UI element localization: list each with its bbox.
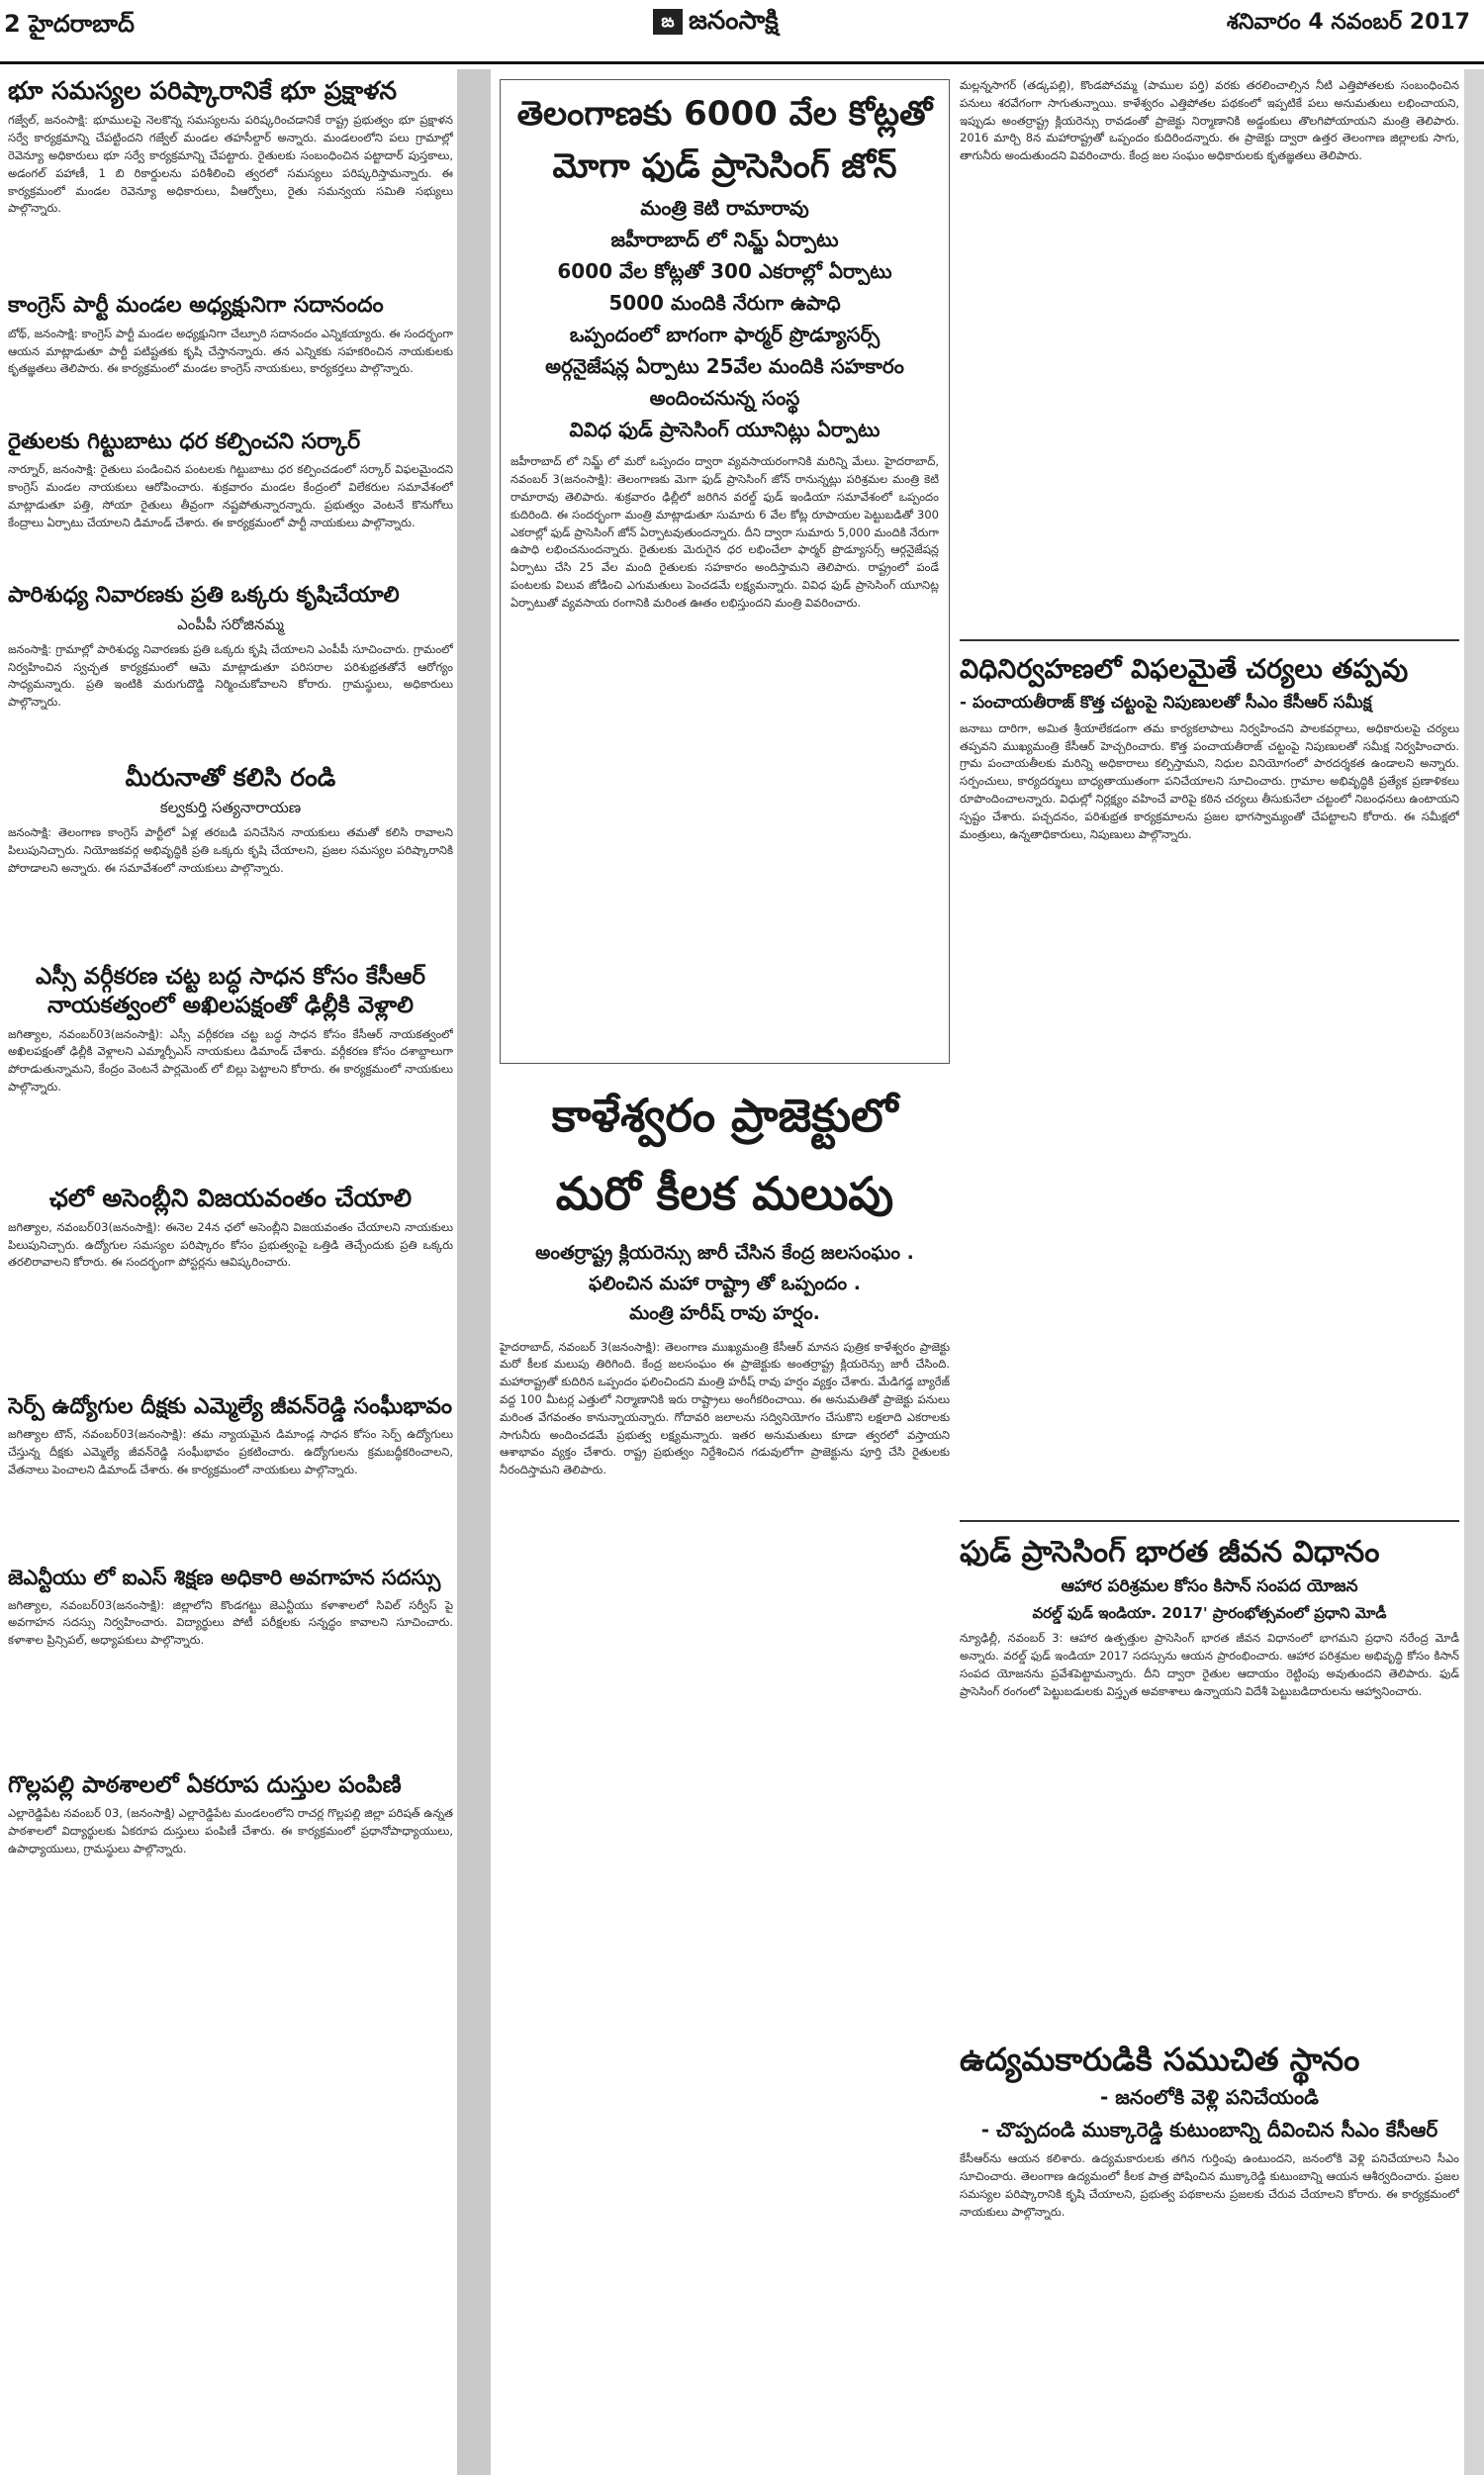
feature-headline: మరో కీలక మలుపు: [555, 1167, 894, 1221]
news-story: [8, 756, 453, 949]
lead-headline: మోగా ఫుడ్ ప్రాసెసింగ్ జోన్: [552, 145, 897, 186]
story-byline: - చొప్పదండి ముక్కారెడ్డి కుటుంబాన్ని దీవించిన సీఎం కేసీఆర్: [980, 2118, 1438, 2142]
story-headline: మీరునాతో కలిసి రండి: [125, 762, 336, 792]
lead-subline: జహీరాబాద్ లో నిమ్జ్ ఏర్పాటు: [610, 228, 839, 252]
story-byline: కల్వకుర్తి సత్యనారాయణ: [159, 799, 302, 816]
header-divider: [0, 61, 1484, 64]
story-headline: సెర్ప్ ఉద్యోగుల దీక్షకు ఎమ్మెల్యే జీవన్‌రెడ్డి సంఘీభావం: [8, 1393, 453, 1419]
section-divider: [960, 639, 1459, 641]
lead-subline: అందించనున్న సంస్థ: [649, 386, 800, 411]
story-body: జగిత్యాల, నవంబర్03(జనంసాక్షి): ఈనెల 24న ఛలో అసెంబ్లీని విజయవంతం చేయాలని నాయకులు పిలుపునిచ్చారు. ఉద్యోగుల సమస్యల పరిష్కారం కోసం ప్రభుత్వంపై ఒత్తిడి తెచ్చేందుకు ప్రతి ఒక్కరు తరలిరావాలని కోరారు. ఈ సందర్భంగా పోస్టర్లను ఆవిష్కరించారు.: [8, 1219, 453, 1270]
story-body: జనాబు దారిగా, అమిత శ్రీయాలేకడంగా తమ కార్యకలాపాలు నిర్వహించని పాలకవర్గాలు, అధికారులపై చర్యలు తప్పవని ముఖ్యమంత్రి కేసీఆర్ హెచ్చరించారు. కొత్త పంచాయతీరాజ్ చట్టంపై నిపుణులతో సమీక్ష నిర్వహించారు. గ్రామ పంచాయతీలకు మరిన్ని అధికారాలు కల్పిస్తామని, నిధుల వినియోగంలో పారదర్శకత ఉండాలని అన్నారు. సర్పంచులు, కార్యదర్శులు బాధ్యతాయుతంగా పనిచేయాలని సూచించారు. గ్రామాల అభివృద్ధికి ప్రత్యేక ప్రణాళికలు రూపొందించాలన్నారు. విధుల్లో నిర్లక్ష్యం వహించే వారిపై కఠిన చర్యలు తీసుకునేలా చట్టంలో నిబంధనలు ఉంటాయని స్పష్టం చేశారు. పచ్చదనం, పరిశుభ్రత కార్యక్రమాలను ప్రజల భాగస్వామ్యంతో చేపట్టాలని కోరారు. ఈ సమీక్షలో మంత్రులు, ఉన్నతాధికారులు, నిపుణులు పాల్గొన్నారు.: [960, 720, 1459, 841]
story-headline: ఎస్సీ వర్గీకరణ చట్ట బద్ధ సాధన కోసం కేసీఆర్ నాయకత్వంలో అఖిలపక్షంతో ఢిల్లీకి వెళ్లాలి: [35, 964, 426, 1018]
story-headline: భూ సమస్యల పరిష్కారానికే భూ ప్రక్షాళన: [8, 76, 398, 105]
story-headline: ఉద్యమకారుడికి సముచిత స్థానం: [960, 2041, 1360, 2079]
page-number-label: 2 హైదరాబాద్: [4, 10, 135, 38]
story-headline: కాంగ్రెస్ పార్టీ మండల అధ్యక్షునిగా సదానందం: [8, 293, 384, 319]
story-body: న్యూఢిల్లీ, నవంబర్ 3: ఆహార ఉత్పత్తుల ప్రాసెసింగ్ భారత జీవన విధానంలో భాగమని ప్రధాని నరేంద్ర మోడీ అన్నారు. వరల్డ్ ఫుడ్ ఇండియా 2017 సదస్సును ఆయన ప్రారంభించారు. ఆహార పరిశ్రమల అభివృద్ధి కోసం కిసాన్ సంపద యోజనను ప్రవేశపెట్టామన్నారు. దీని ద్వారా రైతుల ఆదాయం రెట్టింపు అవుతుందని తెలిపారు. ఫుడ్ ప్రాసెసింగ్ రంగంలో పెట్టుబడులకు విస్తృత అవకాశాలు ఉన్నాయని విదేశీ పెట్టుబడిదారులను ఆహ్వానించారు.: [960, 1631, 1459, 1698]
story-body: జనంసాక్షి: గ్రామాల్లో పారిశుధ్య నివారణకు ప్రతి ఒక్కరు కృషి చేయాలని ఎంపీపీ సూచించారు. గ్రామంలో నిర్వహించిన స్వచ్ఛత కార్యక్రమంలో ఆమె మాట్లాడుతూ పరిసరాల పరిశుభ్రతతోనే ఆరోగ్యం సాధ్యమన్నారు. ప్రతి ఇంటికి మరుగుదొడ్డి నిర్మించుకోవాలని కోరారు. గ్రామస్థులు, అధికారులు పాల్గొన్నారు.: [8, 641, 453, 710]
masthead: [653, 6, 779, 42]
story-headline: పారిశుధ్య నివారణకు ప్రతి ఒక్కరు కృషిచేయాలి: [8, 583, 400, 609]
news-story: [8, 1559, 453, 1757]
story-body: జగిత్యాల, నవంబర్03(జనంసాక్షి): ఎస్సీ వర్గీకరణ చట్ట బద్ధ సాధన కోసం కేసీఆర్ నాయకత్వంలో అఖిలపక్షంతో ఢిల్లీకి వెళ్లాలని ఎమ్మార్పీఎస్ నాయకులు డిమాండ్ చేశారు. వర్గీకరణ కోసం దశాబ్దాలుగా పోరాడుతున్నామని, కేంద్రం వెంటనే పార్లమెంట్ లో బిల్లు పెట్టాలని కోరారు. ఈ కార్యక్రమంలో నాయకులు పాల్గొన్నారు.: [8, 1026, 453, 1094]
story-headline: జెఎన్టీయు లో ఐఎస్ శిక్షణ అధికారి అవగాహన సదస్సు: [8, 1566, 441, 1590]
news-story: [960, 1528, 1459, 2027]
news-story: [960, 647, 1459, 1512]
continued-story: [960, 69, 1459, 631]
feature-body: హైదరాబాద్, నవంబర్ 3(జనంసాక్షి): తెలంగాణ ముఖ్యమంత్రి కేసీఆర్ మానస పుత్రిక కాళేశ్వరం ప్రాజెక్టు మరో కీలక మలుపు తిరిగింది. కేంద్ర జలసంఘం ఈ ప్రాజెక్టుకు అంతర్రాష్ట్ర క్లియరెన్సు జారీ చేసింది. మహారాష్ట్రతో కుదిరిన ఒప్పందం ఫలించిందని మంత్రి హరీష్ రావు హర్షం వ్యక్తం చేశారు. మేడిగడ్డ బ్యారేజ్ వద్ద 100 మీటర్ల ఎత్తులో నిర్మాణానికి ఇరు రాష్ట్రాలు అంగీకరించాయి. ఈ అనుమతితో ప్రాజెక్టు పనులు మరింత వేగవంతం కానున్నాయన్నారు. గోదావరి జలాలను సద్వినియోగం చేసుకొని లక్షలాది ఎకరాలకు సాగునీరు అందించడమే ప్రభుత్వ లక్ష్యమన్నారు. ఇతర అనుమతులు కూడా త్వరలో వస్తాయని ఆశాభావం వ్యక్తం చేశారు. రాష్ట్ర ప్రభుత్వం నిర్దేశించిన గడువులోగా ప్రాజెక్టును పూర్తి చేసి రైతులకు నీరందిస్తామని తెలిపారు.: [500, 1339, 950, 1477]
story-body: మల్లన్నసాగర్ (తడ్కపల్లి), కొండపోచమ్మ (పాముల పర్తి) వరకు తరలించాల్సిన నీటి ఎత్తిపోతలకు సంబంధించిన పనులు శరవేగంగా సాగుతున్నాయి. కాళేశ్వరం ఎత్తిపోతల పథకంలో ఇప్పటికే పలు అనుమతులు లభించాయని, ఇప్పుడు అంతర్రాష్ట్ర క్లియరెన్సు రావడంతో ప్రాజెక్టు నిర్మాణానికి అడ్డంకులు తొలగిపోయాయని మంత్రి తెలిపారు. 2016 మార్చి 8న మహారాష్ట్రతో ఒప్పందం కుదిరిందన్నారు. ఈ ప్రాజెక్టు ద్వారా ఉత్తర తెలంగాణ జిల్లాలకు సాగు, తాగునీరు అందుతుందని వివరించారు. కేంద్ర జల సంఘం అధికారులకు కృతజ్ఞతలు తెలిపారు.: [960, 78, 1459, 163]
story-subheadline: ఆహార పరిశ్రమల కోసం కిసాన్ సంపద యోజన: [1061, 1576, 1358, 1597]
lead-subline: అర్గనైజేషన్ల ఏర్పాటు 25వేల మందికి సహకారం: [545, 354, 904, 379]
story-byline: వరల్డ్ ఫుడ్ ఇండియా. 2017' ప్రారంభోత్సవంలో ప్రధాని మోడీ: [1032, 1604, 1387, 1623]
column-gutter: [457, 69, 491, 2475]
story-body: బోథ్, జనంసాక్షి: కాంగ్రెస్ పార్టీ మండల అధ్యక్షునిగా చేల్పూరి సదానందం ఎన్నికయ్యారు. ఈ సందర్భంగా ఆయన మాట్లాడుతూ పార్టీ పటిష్టతకు కృషి చేస్తానన్నారు. తన ఎన్నికకు సహకరించిన నాయకులకు కృతజ్ఞతలు తెలిపారు. ఈ కార్యక్రమంలో మండల కాంగ్రెస్ నాయకులు, కార్యకర్తలు పాల్గొన్నారు.: [8, 326, 453, 376]
news-story: [8, 1765, 453, 1931]
masthead-title: జనంసాక్షి: [689, 6, 779, 36]
lead-subline: 6000 వేల కోట్లతో 300 ఎకరాల్లో ఏర్పాటు: [557, 259, 892, 284]
story-byline: ఎంపీపీ సరోజినమ్మ: [177, 615, 284, 633]
lead-headline: తెలంగాణకు 6000 వేల కోట్లతో: [516, 94, 933, 134]
page-header: [0, 0, 1484, 69]
lead-subline: 5000 మందికి నేరుగా ఉపాధి: [608, 291, 841, 316]
news-story: [8, 423, 453, 569]
feature-headline: కాళేశ్వరం ప్రాజెక్టులో: [551, 1089, 898, 1143]
story-headline: విధినిర్వహణలో విఫలమైతే చర్యలు తప్పవు: [960, 654, 1409, 685]
story-subheadline: - పంచాయతీరాజ్ కొత్త చట్టంపై నిపుణులతో సీఎం కేసీఆర్ సమీక్ష: [960, 692, 1372, 713]
middle-column: [500, 69, 950, 2475]
feature-subline: మంత్రి హరీష్ రావు హర్షం.: [629, 1302, 820, 1325]
lead-story: [500, 79, 950, 1064]
left-column: [8, 69, 453, 2475]
story-subheadline: - జనంలోకి వెళ్లి పనిచేయండి: [1100, 2085, 1319, 2110]
story-body: కేసీఆర్‌ను ఆయన కలిశారు. ఉద్యమకారులకు తగిన గుర్తింపు ఉంటుందని, జనంలోకి వెళ్లి పనిచేయాలని సీఎం సూచించారు. తెలంగాణ ఉద్యమంలో కీలక పాత్ర పోషించిన ముక్కారెడ్డి కుటుంబాన్ని ఆయన ఆశీర్వదించారు. ప్రజల సమస్యల పరిష్కారానికి కృషి చేయాలని, ప్రభుత్వ పథకాలను ప్రజలకు చేరువ చేయాలని కోరారు. ఈ కార్యక్రమంలో నాయకులు పాల్గొన్నారు.: [960, 2151, 1459, 2219]
news-story: [960, 2034, 1459, 2319]
section-divider: [960, 1520, 1459, 1522]
page-edge: [1464, 69, 1484, 2475]
lead-subline: ఒప్పందంలో బాగంగా ఫార్మర్ ప్రొడ్యూసర్స్: [569, 323, 881, 347]
news-story: [8, 1387, 453, 1552]
news-story: [8, 957, 453, 1169]
story-headline: ఛలో అసెంబ్లీని విజయవంతం చేయాలి: [48, 1183, 413, 1212]
lead-subline: వివిధ ఫుడ్ ప్రాసెసింగ్ యూనిట్లు ఏర్పాటు: [569, 418, 881, 442]
story-headline: రైతులకు గిట్టుబాటు ధర కల్పించని సర్కార్: [8, 428, 361, 454]
lead-subline: మంత్రి కెటి రామారావు: [640, 196, 809, 221]
story-body: జగిత్యాల, నవంబర్03(జనంసాక్షి): జిల్లాలోని కొండగట్టు జెఎన్టీయు కళాశాలలో సివిల్ సర్వీస్ పై అవగాహన సదస్సు నిర్వహించారు. విద్యార్థులు పోటీ పరీక్షలకు సన్నద్ధం కావాలని సూచించారు. కళాశాల ప్రిన్సిపల్, అధ్యాపకులు పాల్గొన్నారు.: [8, 1597, 453, 1648]
feature-subline: ఫలించిన మహా రాష్ట్రా తో ఒప్పందం .: [588, 1272, 862, 1294]
story-headline: గొల్లపల్లి పాఠశాలలో ఏకరూప దుస్తుల పంపిణి: [8, 1771, 402, 1798]
feature-subline: అంతర్రాష్ట్ర క్లియరెన్సు జారీ చేసిన కేంద్ర జలసంఘం .: [535, 1242, 914, 1265]
story-body: ఎల్లారెడ్డిపేట నవంబర్ 03, (జనంసాక్షి) ఎల్లారెడ్డిపేట మండలంలోని రాచర్ల గొల్లపల్లి జిల్లా పరిషత్ ఉన్నత పాఠశాలలో విద్యార్థులకు ఏకరూప దుస్తులు పంపిణీ చేశారు. ఈ కార్యక్రమంలో ప్రధానోపాధ్యాయులు, ఉపాధ్యాయులు, గ్రామస్థులు పాల్గొన్నారు.: [8, 1806, 453, 1856]
issue-date: శనివారం 4 నవంబర్ 2017: [1226, 10, 1470, 35]
story-body: గజ్వేల్, జనంసాక్షి: భూములపై నెలకొన్న సమస్యలను పరిష్కరించడానికే రాష్ట్ర ప్రభుత్వం భూ ప్రక్షాళన సర్వే కార్యక్రమాన్ని చేపట్టిందని గజ్వేల్ మండల తహసీల్దార్ అన్నారు. మండలంలోని పలు గ్రామాల్లో రెవెన్యూ అధికారులు భూ సర్వే కార్యక్రమాన్ని చేపట్టారు. రైతులకు సంబంధించిన పట్టాదార్ పుస్తకాలు, అడంగల్ పహాణీ, 1 బి రికార్డులను పరిశీలించి త్వరలో సమస్యలు పరిష్కరిస్తామన్నారు. ఈ కార్యక్రమంలో మండల రెవెన్యూ అధికారులు, వీఆర్వోలు, రైతు సమన్వయ సమితి సభ్యులు పాల్గొన్నారు.: [8, 113, 453, 216]
story-headline: ఫుడ్ ప్రాసెసింగ్ భారత జీవన విధానం: [960, 1534, 1380, 1570]
news-story: [8, 1177, 453, 1380]
right-column: [960, 69, 1459, 2475]
masthead-logo-icon: ఙ: [653, 9, 683, 35]
story-body: జగిత్యాల టౌన్, నవంబర్03(జనంసాక్షి): తమ న్యాయమైన డిమాండ్ల సాధన కోసం సెర్ప్ ఉద్యోగులు చేస్తున్న దీక్షకు ఎమ్మెల్యే జీవన్‌రెడ్డి సంఘీభావం ప్రకటించారు. ఉద్యోగులను క్రమబద్ధీకరించాలని, వేతనాలు పెంచాలని డిమాండ్ చేశారు. ఈ కార్యక్రమంలో నాయకులు పాల్గొన్నారు.: [8, 1427, 453, 1476]
news-story: [8, 286, 453, 415]
news-story: [8, 69, 453, 278]
feature-story: [500, 1064, 950, 1892]
story-body: నార్నూర్, జనంసాక్షి: రైతులు పండించిన పంటలకు గిట్టుబాటు ధర కల్పించడంలో సర్కార్ విఫలమైందని కాంగ్రెస్ మండల నాయకులు ఆరోపించారు. శుక్రవారం మండల కేంద్రంలో విలేకరుల సమావేశంలో మాట్లాడుతూ పత్తి, సోయా రైతులు తీవ్రంగా నష్టపోతున్నారన్నారు. ప్రభుత్వం వెంటనే కొనుగోలు కేంద్రాలు ఏర్పాటు చేయాలని డిమాండ్ చేశారు. ఈ కార్యక్రమంలో పార్టీ నాయకులు పాల్గొన్నారు.: [8, 462, 453, 529]
news-story: [8, 576, 453, 748]
lead-body: జహీరాబాద్ లో నిమ్జ్ లో మరో ఒప్పందం ద్వారా వ్యవసాయరంగానికి మరిన్ని మేలు. హైదరాబాద్, నవంబర్ 3(జనంసాక్షి): తెలంగాణకు మెగా ఫుడ్ ప్రాసెసింగ్ జోన్ రానున్నట్లు పరిశ్రమల మంత్రి కెటి రామారావు తెలిపారు. శుక్రవారం ఢిల్లీలో జరిగిన వరల్డ్ ఫుడ్ ఇండియా సమావేశంలో ఒప్పందం కుదిరింది. ఈ సందర్భంగా మంత్రి మాట్లాడుతూ సుమారు 6 వేల కోట్ల రూపాయల పెట్టుబడితో 300 ఎకరాల్లో ఫుడ్ ప్రాసెసింగ్ జోన్ ఏర్పాటవుతుందన్నారు. దీని ద్వారా సుమారు 5,000 మందికి నేరుగా ఉపాధి లభించనుందన్నారు. రైతులకు మెరుగైన ధర లభించేలా ఫార్మర్ ప్రొడ్యూసర్స్ ఆర్గనైజేషన్ల ఏర్పాటు చేసి 25 వేల మంది రైతులకు సహకారం అందిస్తామని తెలిపారు. రాష్ట్రంలో పండే పంటలకు విలువ జోడించి ఎగుమతులు పెంచడమే లక్ష్యమన్నారు. వివిధ ఫుడ్ ప్రాసెసింగ్ యూనిట్ల ఏర్పాటుతో వ్యవసాయ రంగానికి మరింత ఊతం లభిస్తుందని మంత్రి వివరించారు.: [510, 454, 939, 610]
story-body: జనంసాక్షి: తెలంగాణ కాంగ్రెస్ పార్టీలో ఏళ్ల తరబడి పనిచేసిన నాయకులు తమతో కలిసి రావాలని పిలుపునిచ్చారు. నియోజకవర్గ అభివృద్ధికి ప్రతి ఒక్కరు కృషి చేయాలని, ప్రజల సమస్యల పరిష్కారానికి పోరాడాలని అన్నారు. ఈ సమావేశంలో నాయకులు పాల్గొన్నారు.: [8, 825, 453, 875]
